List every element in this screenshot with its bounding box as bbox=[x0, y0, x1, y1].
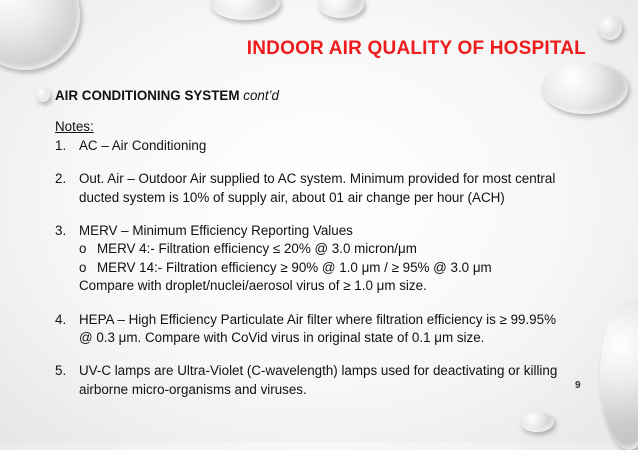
list-item bbox=[55, 222, 600, 240]
water-drop-decoration bbox=[36, 88, 50, 102]
subheading-italic: cont’d bbox=[243, 88, 279, 103]
list-text bbox=[79, 362, 600, 399]
sub-list-item bbox=[55, 259, 600, 277]
notes-label: Notes: bbox=[55, 119, 94, 135]
list-line: @ 0.3 μm. Compare with CoVid virus in original state of 0.1 μm size. bbox=[79, 330, 485, 346]
list-line: HEPA – High Efficiency Particulate Air filter where filtration efficiency is ≥ 99.95% bbox=[79, 311, 556, 327]
water-drop-decoration bbox=[600, 300, 638, 450]
merv-compare-line bbox=[55, 277, 600, 295]
list-number: 5. bbox=[55, 363, 67, 379]
list-text bbox=[79, 170, 600, 207]
sub-list-item bbox=[55, 240, 600, 258]
list-text: MERV – Minimum Efficiency Reporting Values bbox=[79, 223, 353, 239]
water-drop-decoration bbox=[520, 412, 554, 432]
sub-list-text: MERV 4:- Filtration efficiency ≤ 20% @ 3.0 micron/μm bbox=[97, 241, 417, 257]
list-item bbox=[55, 311, 600, 348]
slide-title: INDOOR AIR QUALITY OF HOSPITAL bbox=[246, 38, 586, 59]
list-line: airborne micro-organisms and viruses. bbox=[79, 381, 307, 397]
list-line: Out. Air – Outdoor Air supplied to AC system. Minimum provided for most central bbox=[79, 171, 556, 187]
list-text bbox=[79, 311, 600, 348]
list-item bbox=[55, 170, 600, 207]
list-number: 1. bbox=[55, 137, 67, 153]
section-subheading bbox=[55, 87, 600, 105]
list-line: ducted system is 10% of supply air, about 01 air change per hour (ACH) bbox=[79, 189, 505, 205]
page-number: 9 bbox=[575, 380, 581, 391]
list-line: UV-C lamps are Ultra-Violet (C-wavelength) lamps used for deactivating or killing bbox=[79, 363, 558, 379]
water-drop-decoration bbox=[210, 0, 280, 20]
list-number: 4. bbox=[55, 311, 67, 327]
sub-list-text: MERV 14:- Filtration efficiency ≥ 90% @ 1.0 μm / ≥ 95% @ 3.0 μm bbox=[97, 259, 492, 275]
bullet-icon: o bbox=[79, 259, 87, 275]
subheading-bold: AIR CONDITIONING SYSTEM bbox=[55, 88, 240, 103]
water-drop-decoration bbox=[318, 0, 364, 18]
list-number: 2. bbox=[55, 171, 67, 187]
water-drop-decoration bbox=[598, 16, 622, 40]
list-item bbox=[55, 137, 600, 155]
list-text: AC – Air Conditioning bbox=[79, 137, 207, 153]
compare-text: Compare with droplet/nuclei/aerosol virus of ≥ 1.0 μm size. bbox=[79, 278, 427, 294]
slide-body bbox=[55, 87, 600, 399]
list-number: 3. bbox=[55, 223, 67, 239]
bullet-icon: o bbox=[79, 241, 87, 257]
list-item bbox=[55, 362, 600, 399]
